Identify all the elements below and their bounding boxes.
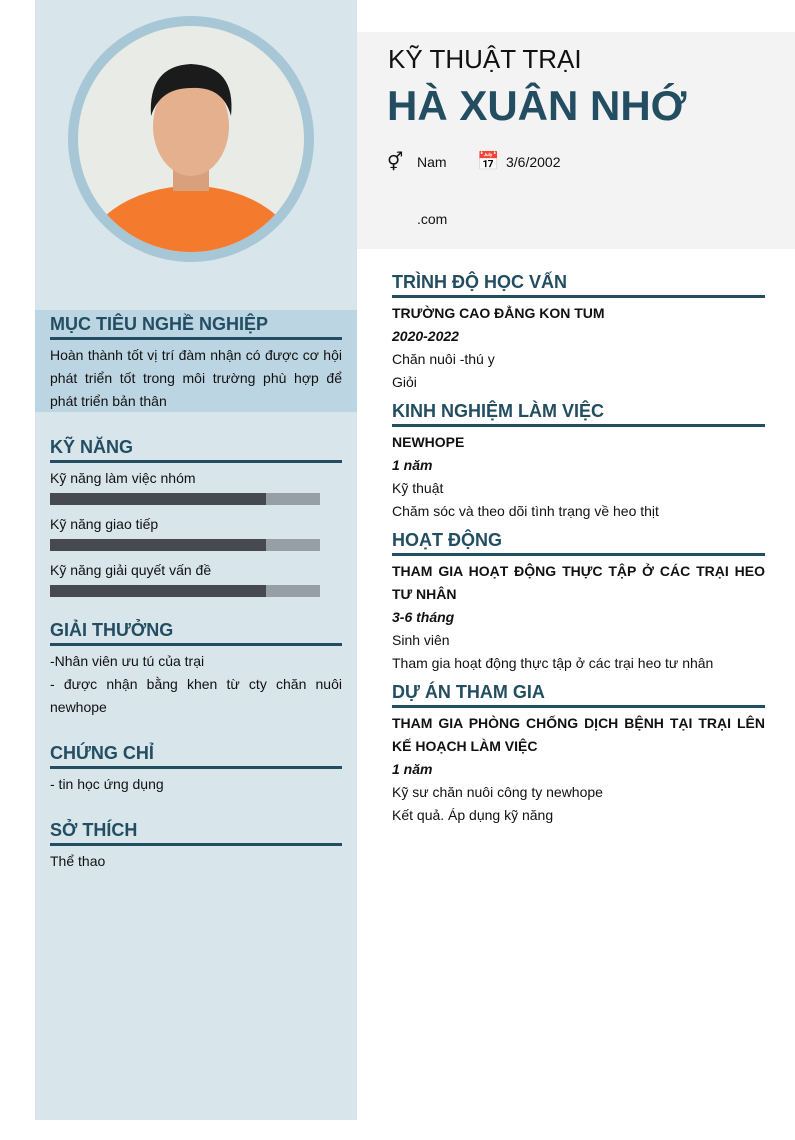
skills-section [50, 437, 342, 605]
section-title: MỤC TIÊU NGHỀ NGHIỆP [50, 314, 342, 340]
skill-bar [50, 539, 320, 551]
section-title: KỸ NĂNG [50, 437, 342, 463]
award-line: -Nhân viên ưu tú của trại [50, 653, 205, 669]
education-section [392, 272, 765, 394]
award-line: - được nhận bằng khen từ cty chăn nuôi newhope [50, 676, 342, 715]
projects-section [392, 682, 765, 827]
entry-role: Chăn nuôi -thú y [392, 351, 495, 367]
entry-role: Kỹ thuật [392, 480, 444, 496]
email-value[interactable]: .com [417, 211, 448, 227]
header [357, 32, 795, 249]
section-title: TRÌNH ĐỘ HỌC VẤN [392, 272, 765, 298]
candidate-name: HÀ XUÂN NHỚ [387, 82, 687, 129]
entry-org: TRƯỜNG CAO ĐẲNG KON TUM [392, 305, 605, 321]
entry-desc: Kết quả. Áp dụng kỹ năng [392, 807, 554, 823]
entry-time: 3-6 tháng [392, 609, 455, 625]
hobbies-section [50, 820, 342, 873]
calendar-icon: 📅 [477, 151, 500, 171]
activities-section [392, 530, 765, 675]
entry-time: 1 năm [392, 761, 433, 777]
entry-desc: Giỏi [392, 374, 417, 390]
entry-role: Sinh viên [392, 632, 450, 648]
entry-time: 1 năm [392, 457, 433, 473]
section-title: GIẢI THƯỞNG [50, 620, 342, 646]
objective-section [50, 314, 342, 413]
objective-text: Hoàn thành tốt vị trí đàm nhận có được cơ hội phát triển tốt trong môi trường phù hợp để phát triển bản thân [50, 347, 342, 409]
entry-org: NEWHOPE [392, 434, 465, 450]
hobby-line: Thể thao [50, 853, 106, 869]
dob-value: 3/6/2002 [506, 154, 561, 170]
skill-bar [50, 493, 320, 505]
sidebar [35, 0, 357, 1120]
section-title: CHỨNG CHỈ [50, 743, 342, 769]
skill-label: Kỹ năng giải quyết vấn đề [50, 562, 212, 578]
skill-label: Kỹ năng giao tiếp [50, 516, 159, 532]
experience-section [392, 401, 765, 523]
entry-desc: Chăm sóc và theo dõi tình trạng về heo thịt [392, 503, 659, 519]
entry-org: THAM GIA HOẠT ĐỘNG THỰC TẬP Ở CÁC TRẠI HEO TƯ NHÂN [392, 563, 765, 602]
gender-icon: ⚥ [387, 152, 404, 172]
section-title: HOẠT ĐỘNG [392, 530, 765, 556]
skill-bar-fill [50, 539, 266, 551]
job-title: KỸ THUẬT TRẠI [388, 44, 582, 74]
entry-role: Kỹ sư chăn nuôi công ty newhope [392, 784, 603, 800]
entry-desc: Tham gia hoạt động thực tập ở các trại heo tư nhân [392, 655, 714, 671]
gender-value: Nam [417, 154, 447, 170]
entry-org: THAM GIA PHÒNG CHỐNG DỊCH BỆNH TẠI TRẠI LÊN KẾ HOẠCH LÀM VIỆC [392, 715, 765, 754]
section-title: KINH NGHIỆM LÀM VIỆC [392, 401, 765, 427]
skill-label: Kỹ năng làm việc nhóm [50, 470, 196, 486]
skill-bar-fill [50, 585, 266, 597]
section-title: SỞ THÍCH [50, 820, 342, 846]
skill-bar [50, 585, 320, 597]
profile-photo [68, 16, 314, 262]
entry-time: 2020-2022 [392, 328, 459, 344]
cert-line: - tin học ứng dụng [50, 776, 164, 792]
section-title: DỰ ÁN THAM GIA [392, 682, 765, 708]
awards-section [50, 620, 342, 719]
skill-bar-fill [50, 493, 266, 505]
certs-section [50, 743, 342, 796]
